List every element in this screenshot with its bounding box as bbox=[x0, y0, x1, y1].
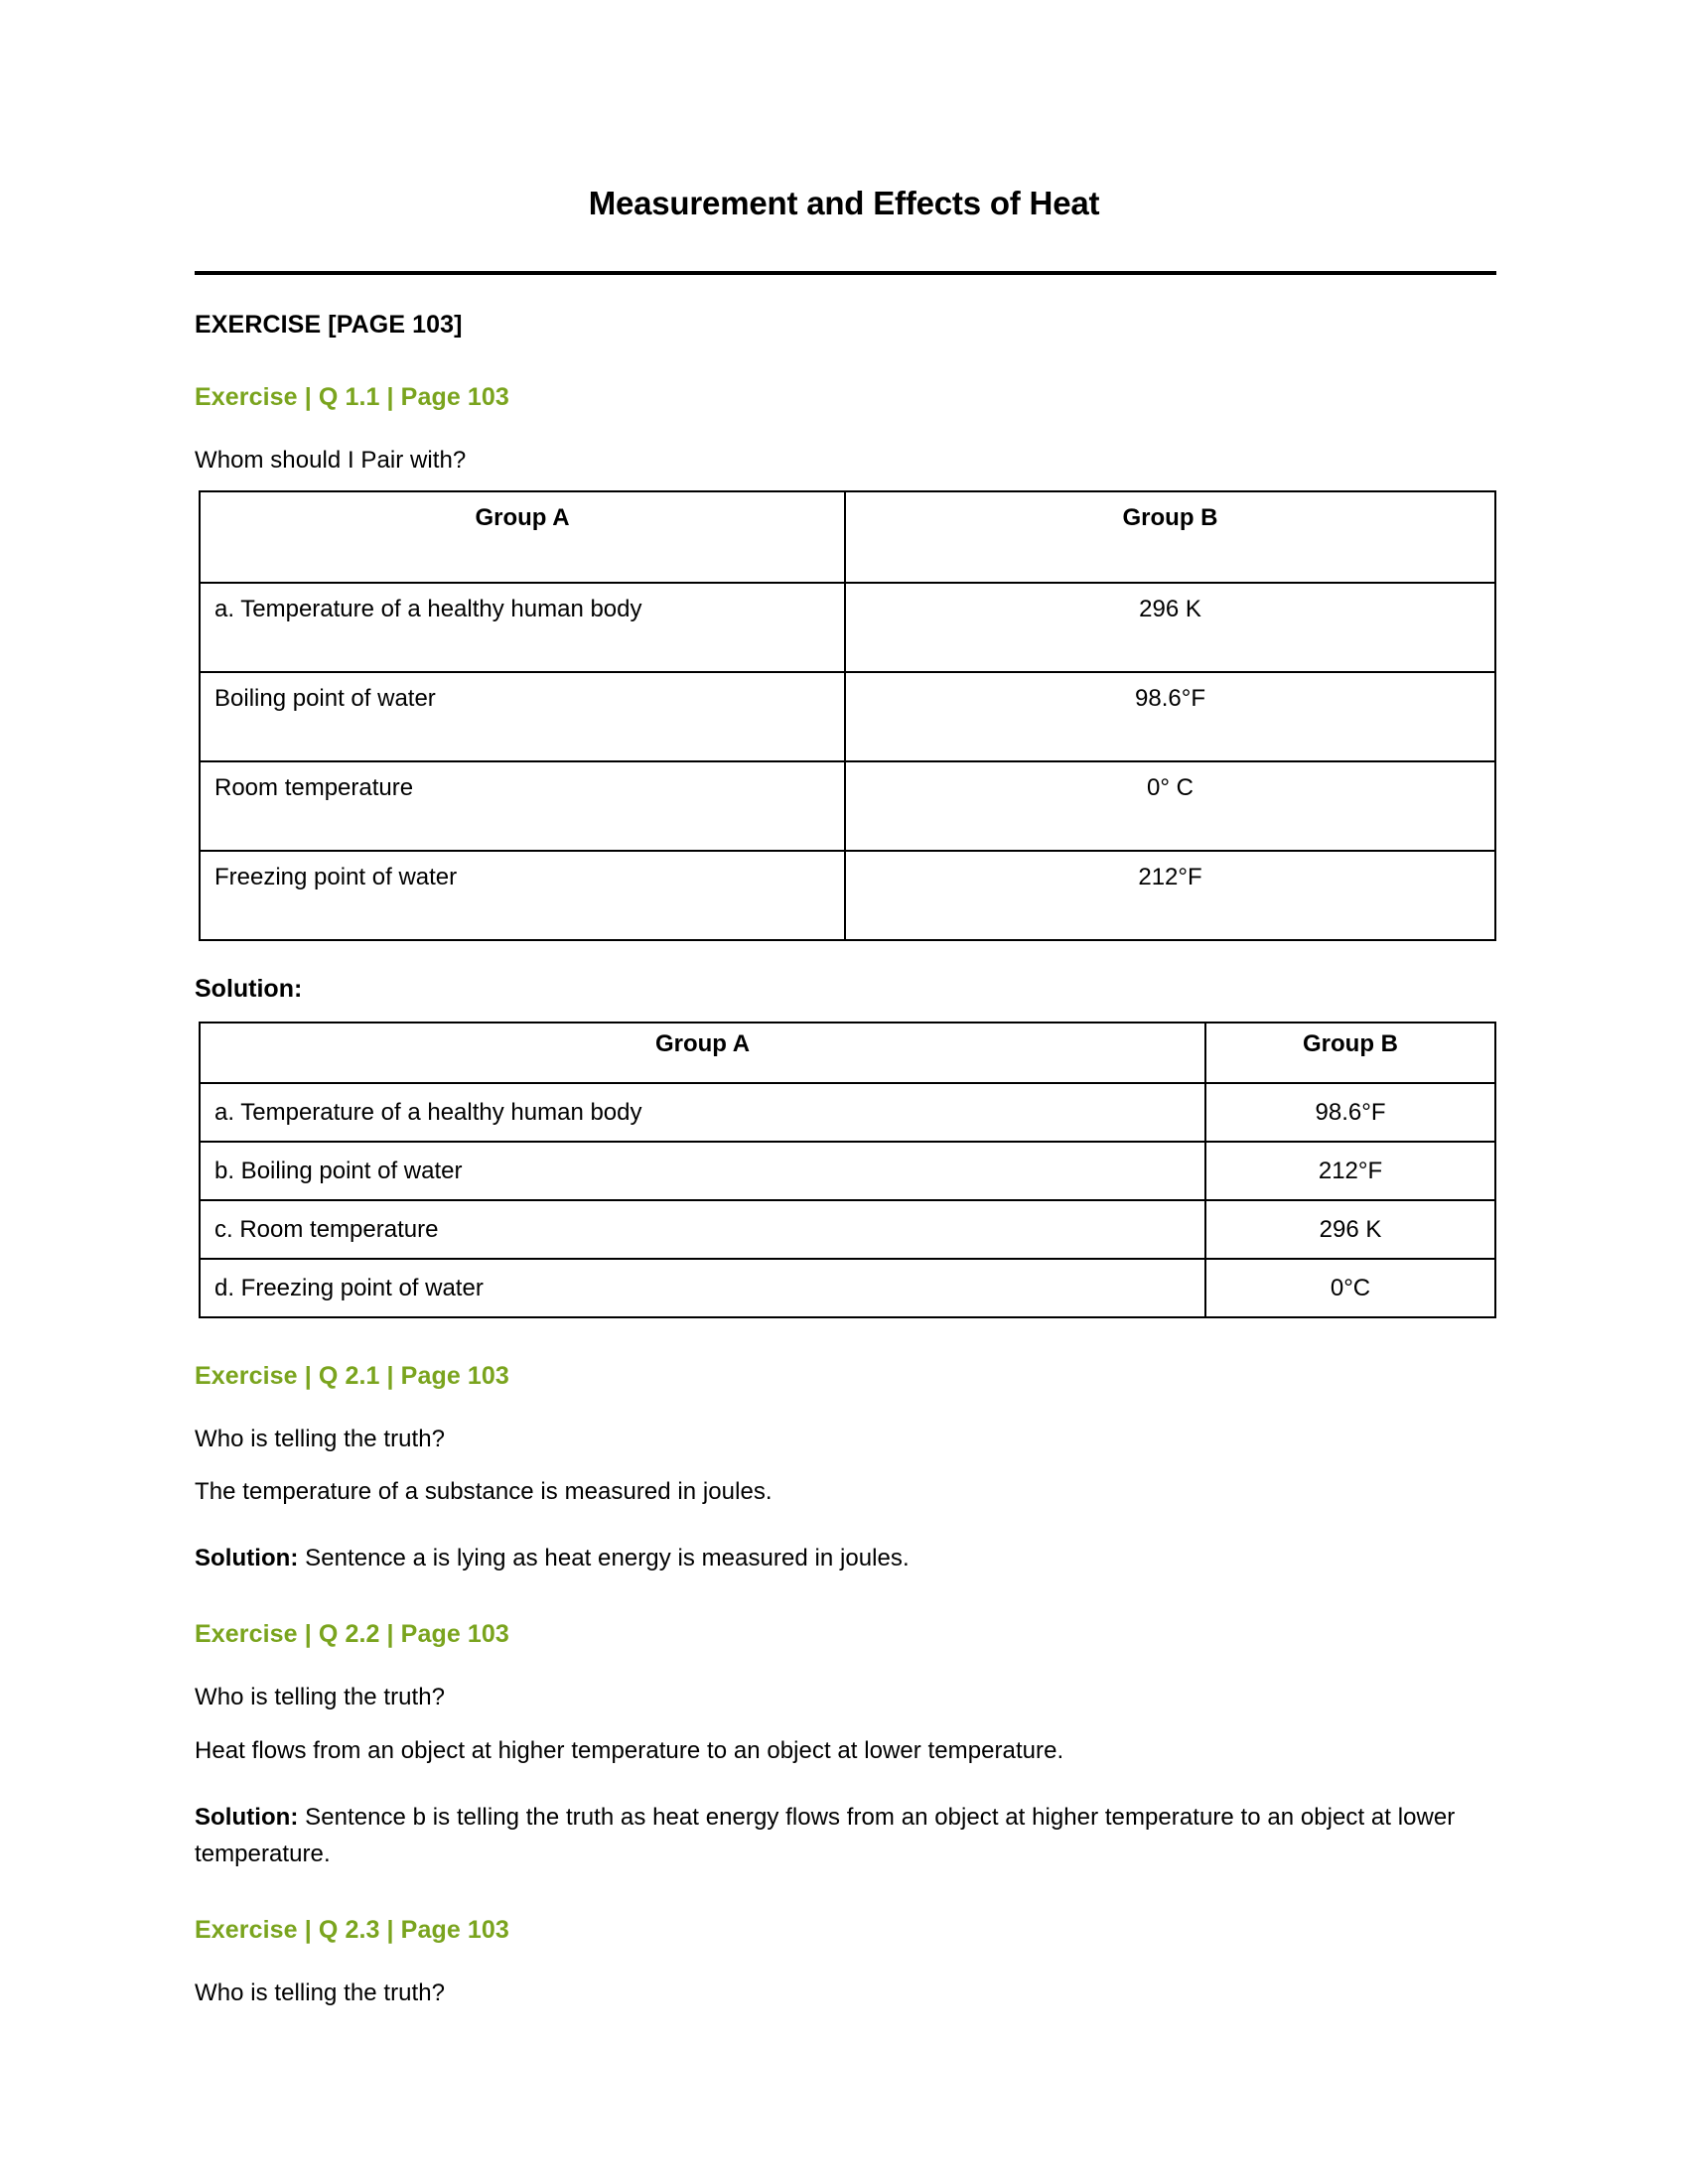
question-heading-q2-2[interactable]: Exercise | Q 2.2 | Page 103 bbox=[195, 1620, 509, 1649]
cell-group-a: b. Boiling point of water bbox=[200, 1142, 1205, 1200]
solution-q2-1 bbox=[195, 1540, 1493, 1576]
solution-label-q2-2: Solution: bbox=[195, 1803, 299, 1831]
title-divider bbox=[195, 271, 1496, 275]
table-row bbox=[200, 672, 1495, 761]
question-statement-q2-1: The temperature of a substance is measured in joules. bbox=[195, 1477, 773, 1505]
cell-group-a: c. Room temperature bbox=[200, 1200, 1205, 1259]
solution-q2-2 bbox=[195, 1799, 1493, 1872]
cell-group-b: 98.6°F bbox=[845, 672, 1495, 761]
column-header-group-a: Group A bbox=[200, 1023, 1205, 1083]
cell-group-b: 296 K bbox=[1205, 1200, 1495, 1259]
cell-group-a: d. Freezing point of water bbox=[200, 1259, 1205, 1317]
question-table-q1-1 bbox=[199, 490, 1496, 941]
question-statement-q2-2: Heat flows from an object at higher temperature to an object at lower temperature. bbox=[195, 1736, 1064, 1764]
table-row bbox=[200, 1200, 1495, 1259]
cell-group-a: a. Temperature of a healthy human body bbox=[200, 583, 845, 672]
column-header-group-b: Group B bbox=[845, 491, 1495, 583]
table-header-row bbox=[200, 491, 1495, 583]
table-row bbox=[200, 1083, 1495, 1142]
solution-text-q2-1: Sentence a is lying as heat energy is measured in joules. bbox=[305, 1545, 910, 1572]
solution-label-q2-1: Solution: bbox=[195, 1545, 299, 1572]
table-row bbox=[200, 761, 1495, 851]
cell-group-b: 212°F bbox=[845, 851, 1495, 940]
section-heading-exercise: EXERCISE [PAGE 103] bbox=[195, 310, 463, 339]
solution-table-q1-1 bbox=[199, 1022, 1496, 1318]
cell-group-b: 212°F bbox=[1205, 1142, 1495, 1200]
table-row bbox=[200, 583, 1495, 672]
question-prompt-q2-1: Who is telling the truth? bbox=[195, 1425, 446, 1452]
cell-group-a: Room temperature bbox=[200, 761, 845, 851]
solution-text-q2-2: Sentence b is telling the truth as heat energy flows from an object at higher temperature to an object at lower temperature. bbox=[195, 1803, 1456, 1867]
solution-label-q1-1: Solution: bbox=[195, 974, 303, 1003]
page-title: Measurement and Effects of Heat bbox=[588, 185, 1100, 221]
cell-group-b: 0°C bbox=[1205, 1259, 1495, 1317]
column-header-group-a: Group A bbox=[200, 491, 845, 583]
table-row bbox=[200, 851, 1495, 940]
question-prompt-q2-2: Who is telling the truth? bbox=[195, 1684, 446, 1711]
cell-group-b: 0° C bbox=[845, 761, 1495, 851]
cell-group-b: 98.6°F bbox=[1205, 1083, 1495, 1142]
question-heading-q1-1[interactable]: Exercise | Q 1.1 | Page 103 bbox=[195, 382, 509, 411]
cell-group-b: 296 K bbox=[845, 583, 1495, 672]
column-header-group-b: Group B bbox=[1205, 1023, 1495, 1083]
cell-group-a: a. Temperature of a healthy human body bbox=[200, 1083, 1205, 1142]
table-header-row bbox=[200, 1023, 1495, 1083]
question-prompt-q1-1: Whom should I Pair with? bbox=[195, 446, 467, 474]
cell-group-a: Boiling point of water bbox=[200, 672, 845, 761]
question-prompt-q2-3: Who is telling the truth? bbox=[195, 1979, 446, 2007]
question-heading-q2-3[interactable]: Exercise | Q 2.3 | Page 103 bbox=[195, 1916, 509, 1945]
table-row bbox=[200, 1259, 1495, 1317]
cell-group-a: Freezing point of water bbox=[200, 851, 845, 940]
question-heading-q2-1[interactable]: Exercise | Q 2.1 | Page 103 bbox=[195, 1361, 509, 1390]
table-row bbox=[200, 1142, 1495, 1200]
